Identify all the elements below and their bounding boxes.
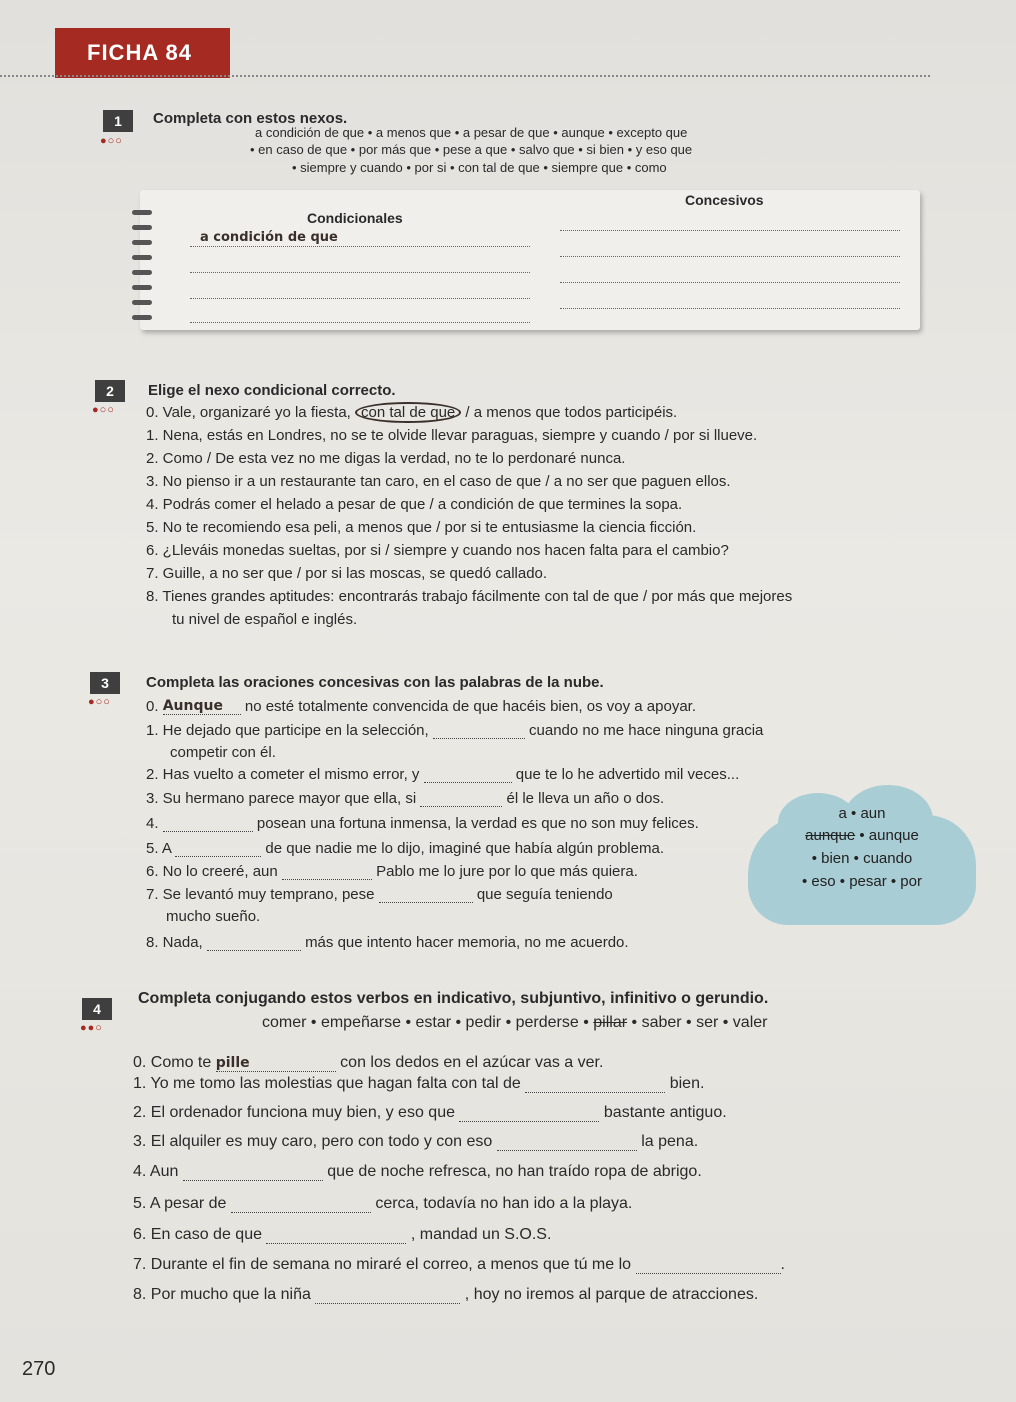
exercise-4-item-5-text-b: cerca, todavía no han ido a la playa. <box>375 1195 633 1212</box>
verb-struck: pillar <box>593 1014 628 1031</box>
exercise-3-item-1-text-a: 1. He dejado que participe en la selección, <box>146 722 429 739</box>
exercise-4-item-8-text-a: 8. Por mucho que la niña <box>133 1286 311 1303</box>
exercise-3-item-6 <box>146 863 638 880</box>
classification-notepad <box>140 190 920 330</box>
exercise-4-item-2-blank[interactable] <box>459 1121 599 1122</box>
exercise-4-verb-list <box>262 1014 767 1032</box>
exercise-3-item-5-blank[interactable] <box>175 856 261 857</box>
exercise-3-item-2-text-b: que te lo he advertido mil veces... <box>515 766 740 783</box>
exercise-4-number: 4 <box>82 998 112 1020</box>
exercise-4-item-0 <box>133 1054 603 1072</box>
exercise-4-item-8-text-b: , hoy no iremos al parque de atracciones. <box>464 1286 759 1303</box>
exercise-3-item-6-blank[interactable] <box>282 879 372 880</box>
exercise-4-item-6-blank[interactable] <box>266 1243 406 1244</box>
exercise-4-item-5-blank[interactable] <box>231 1212 371 1213</box>
condicionales-blank-3[interactable] <box>190 298 530 299</box>
exercise-3-item-7-text-b: que seguía teniendo <box>476 886 613 903</box>
exercise-3-item-8 <box>146 934 629 951</box>
exercise-4-item-6 <box>133 1226 551 1244</box>
exercise-2-difficulty: ●○○ <box>92 404 115 416</box>
exercise-4-item-4-text-b: que de noche refresca, no han traído ropa de abrigo. <box>327 1163 702 1180</box>
exercise-2-item-3[interactable]: 3. No pienso ir a un restaurante tan caro, en el caso de que / a no ser que paguen ellos. <box>146 473 731 490</box>
exercise-3-item-2-text-a: 2. Has vuelto a cometer el mismo error, y <box>146 766 420 783</box>
exercise-3-item-1-continued: competir con él. <box>170 744 276 761</box>
cloud-row-2-rest: • aunque <box>859 827 919 844</box>
exercise-1-nexos-line-2: • en caso de que • por más que • pese a que • salvo que • si bien • y eso que <box>250 142 693 157</box>
exercise-4-item-7-blank[interactable] <box>636 1273 781 1274</box>
exercise-2-item-2[interactable]: 2. Como / De esta vez no me digas la verdad, no te lo perdonaré nunca. <box>146 450 626 467</box>
exercise-2-item-7[interactable]: 7. Guille, a no ser que / por si las moscas, se quedó callado. <box>146 565 548 582</box>
exercise-4-item-1-text-a: 1. Yo me tomo las molestias que hagan falta con tal de <box>133 1075 521 1092</box>
condicionales-column-title: Condicionales <box>307 210 403 226</box>
exercise-4-item-2 <box>133 1104 727 1122</box>
exercise-3-item-4-blank[interactable] <box>163 831 253 832</box>
exercise-1-number: 1 <box>103 110 133 132</box>
spiral-ring <box>132 225 152 230</box>
exercise-3-item-3 <box>146 790 664 807</box>
exercise-3-item-8-blank[interactable] <box>207 950 301 951</box>
worksheet-title: FICHA 84 <box>55 28 230 78</box>
spiral-ring <box>132 270 152 275</box>
exercise-3-item-7-text-a: 7. Se levantó muy temprano, pese <box>146 886 375 903</box>
spiral-ring <box>132 285 152 290</box>
exercise-4-title: Completa conjugando estos verbos en indicativo, subjuntivo, infinitivo o gerundio. <box>138 990 769 1007</box>
exercise-3-item-8-text-a: 8. Nada, <box>146 934 203 951</box>
cloud-row-4: • eso • pesar • por <box>802 873 922 890</box>
concesivos-blank-2[interactable] <box>560 256 900 257</box>
concesivos-column-title: Concesivos <box>685 192 764 208</box>
exercise-1-difficulty: ●○○ <box>100 135 123 147</box>
exercise-3-item-7-blank[interactable] <box>379 902 473 903</box>
exercise-3-item-3-blank[interactable] <box>420 806 502 807</box>
condicionales-blank-1[interactable] <box>190 246 530 247</box>
exercise-3-item-0-number: 0. <box>146 698 159 715</box>
exercise-1-nexos-line-3: • siempre y cuando • por si • con tal de que • siempre que • como <box>292 160 667 175</box>
exercise-3-number: 3 <box>90 672 120 694</box>
exercise-3-item-2-blank[interactable] <box>424 782 512 783</box>
exercise-3-item-0-answer: Aunque <box>163 698 241 715</box>
exercise-3-item-5-text-b: de que nadie me lo dijo, imaginé que había algún problema. <box>265 840 664 857</box>
exercise-2-item-0 <box>146 404 677 421</box>
exercise-4-item-2-text-a: 2. El ordenador funciona muy bien, y eso que <box>133 1104 455 1121</box>
exercise-4-item-0-text-b: con los dedos en el azúcar vas a ver. <box>340 1054 604 1071</box>
exercise-4-item-7-text-a: 7. Durante el fin de semana no miraré el correo, a menos que tú me lo <box>133 1256 632 1273</box>
exercise-4-item-6-text-b: , mandad un S.O.S. <box>410 1226 552 1243</box>
exercise-4-item-1 <box>133 1075 704 1093</box>
exercise-2-item-0-text-after: / a menos que todos participéis. <box>461 404 678 421</box>
spiral-ring <box>132 315 152 320</box>
exercise-4-item-5-text-a: 5. A pesar de <box>133 1195 227 1212</box>
exercise-3-item-7 <box>146 886 613 903</box>
exercise-4-item-4 <box>133 1163 702 1181</box>
cloud-row-2 <box>748 827 976 844</box>
page-number: 270 <box>22 1358 56 1380</box>
exercise-3-item-4-text-b: posean una fortuna inmensa, la verdad es que no son muy felices. <box>256 815 699 832</box>
exercise-4-item-0-text-a: 0. Como te <box>133 1054 212 1071</box>
exercise-3-item-1 <box>146 722 763 739</box>
exercise-4-difficulty: ●●○ <box>80 1022 103 1034</box>
exercise-4-item-4-text-a: 4. Aun <box>133 1163 179 1180</box>
spiral-ring <box>132 240 152 245</box>
exercise-4-item-7 <box>133 1256 785 1274</box>
exercise-3-item-0-rest: no esté totalmente convencida de que hacéis bien, os voy a apoyar. <box>244 698 696 715</box>
exercise-4-item-1-blank[interactable] <box>525 1092 665 1093</box>
exercise-3-item-6-text-b: Pablo me lo jure por lo que más quiera. <box>376 863 638 880</box>
exercise-3-item-2 <box>146 766 739 783</box>
exercise-3-item-5 <box>146 840 664 857</box>
exercise-4-item-8 <box>133 1286 758 1304</box>
concesivos-blank-1[interactable] <box>560 230 900 231</box>
spiral-ring <box>132 210 152 215</box>
condicionales-blank-2[interactable] <box>190 272 530 273</box>
exercise-2-item-6[interactable]: 6. ¿Lleváis monedas sueltas, por si / siempre y cuando nos hacen falta para el cambio? <box>146 542 729 559</box>
exercise-3-item-3-text-a: 3. Su hermano parece mayor que ella, si <box>146 790 417 807</box>
concesivos-blank-4[interactable] <box>560 308 900 309</box>
cloud-row-3: • bien • cuando <box>811 850 913 867</box>
exercise-3-item-4 <box>146 815 699 832</box>
exercise-3-title: Completa las oraciones concesivas con las palabras de la nube. <box>146 674 604 691</box>
exercise-3-item-8-text-b: más que intento hacer memoria, no me acuerdo. <box>305 934 629 951</box>
exercise-4-item-3-text-a: 3. El alquiler es muy caro, pero con todo y con eso <box>133 1133 493 1150</box>
exercise-4-item-7-text-b: . <box>780 1256 785 1273</box>
exercise-2-number: 2 <box>95 380 125 402</box>
exercise-3-item-6-text-a: 6. No lo creeré, aun <box>146 863 278 880</box>
exercise-4-item-3-text-b: la pena. <box>641 1133 699 1150</box>
exercise-3-item-3-text-b: él le lleva un año o dos. <box>506 790 665 807</box>
concesivos-blank-3[interactable] <box>560 282 900 283</box>
exercise-2-item-8[interactable]: 8. Tienes grandes aptitudes: encontrarás trabajo fácilmente con tal de que / por más que mejores <box>146 588 793 605</box>
exercise-3-item-1-text-b: cuando no me hace ninguna gracia <box>529 722 764 739</box>
exercise-3-item-1-blank[interactable] <box>433 738 525 739</box>
exercise-4-item-1-text-b: bien. <box>669 1075 705 1092</box>
exercise-2-item-5[interactable]: 5. No te recomiendo esa peli, a menos que / por si te entusiasme la ciencia ficción. <box>146 519 697 536</box>
exercise-3-item-0 <box>146 698 696 715</box>
cloud-word-struck: aunque <box>805 827 856 844</box>
condicionales-blank-4[interactable] <box>190 322 530 323</box>
cloud-row-1: a • aun <box>838 805 886 822</box>
exercise-2-item-1[interactable]: 1. Nena, estás en Londres, no se te olvide llevar paraguas, siempre y cuando / por si llueve. <box>146 427 758 444</box>
exercise-3-item-7-continued: mucho sueño. <box>166 908 261 925</box>
exercise-3-item-4-text-a: 4. <box>146 815 159 832</box>
exercise-4-item-5 <box>133 1195 632 1213</box>
exercise-2-title: Elige el nexo condicional correcto. <box>148 382 396 399</box>
verb-list-end: • saber • ser • valer <box>631 1014 768 1031</box>
exercise-4-item-0-answer: pille <box>216 1055 336 1072</box>
exercise-4-item-3-blank[interactable] <box>497 1150 637 1151</box>
header-divider <box>0 75 930 77</box>
exercise-4-item-8-blank[interactable] <box>315 1303 460 1304</box>
exercise-4-item-3 <box>133 1133 698 1151</box>
exercise-1-nexos-line-1: a condición de que • a menos que • a pesar de que • aunque • excepto que <box>255 125 688 140</box>
exercise-3-item-5-text-a: 5. A <box>146 840 172 857</box>
exercise-4-item-4-blank[interactable] <box>183 1180 323 1181</box>
exercise-2-item-0-text-before: 0. Vale, organizaré yo la fiesta, <box>146 404 356 421</box>
exercise-2-item-0-circled-answer: con tal de que <box>355 402 461 423</box>
exercise-3-difficulty: ●○○ <box>88 696 111 708</box>
spiral-ring <box>132 300 152 305</box>
spiral-ring <box>132 255 152 260</box>
exercise-4-item-2-text-b: bastante antiguo. <box>603 1104 727 1121</box>
condicionales-filled-answer: a condición de que <box>200 230 338 245</box>
verb-list-start: comer • empeñarse • estar • pedir • perderse • <box>262 1014 589 1031</box>
exercise-4-item-6-text-a: 6. En caso de que <box>133 1226 262 1243</box>
exercise-1-title: Completa con estos nexos. <box>153 110 348 127</box>
exercise-2-item-4[interactable]: 4. Podrás comer el helado a pesar de que / a condición de que termines la sopa. <box>146 496 683 513</box>
word-cloud <box>748 805 976 925</box>
exercise-2-item-8-continued: tu nivel de español e inglés. <box>172 611 358 628</box>
